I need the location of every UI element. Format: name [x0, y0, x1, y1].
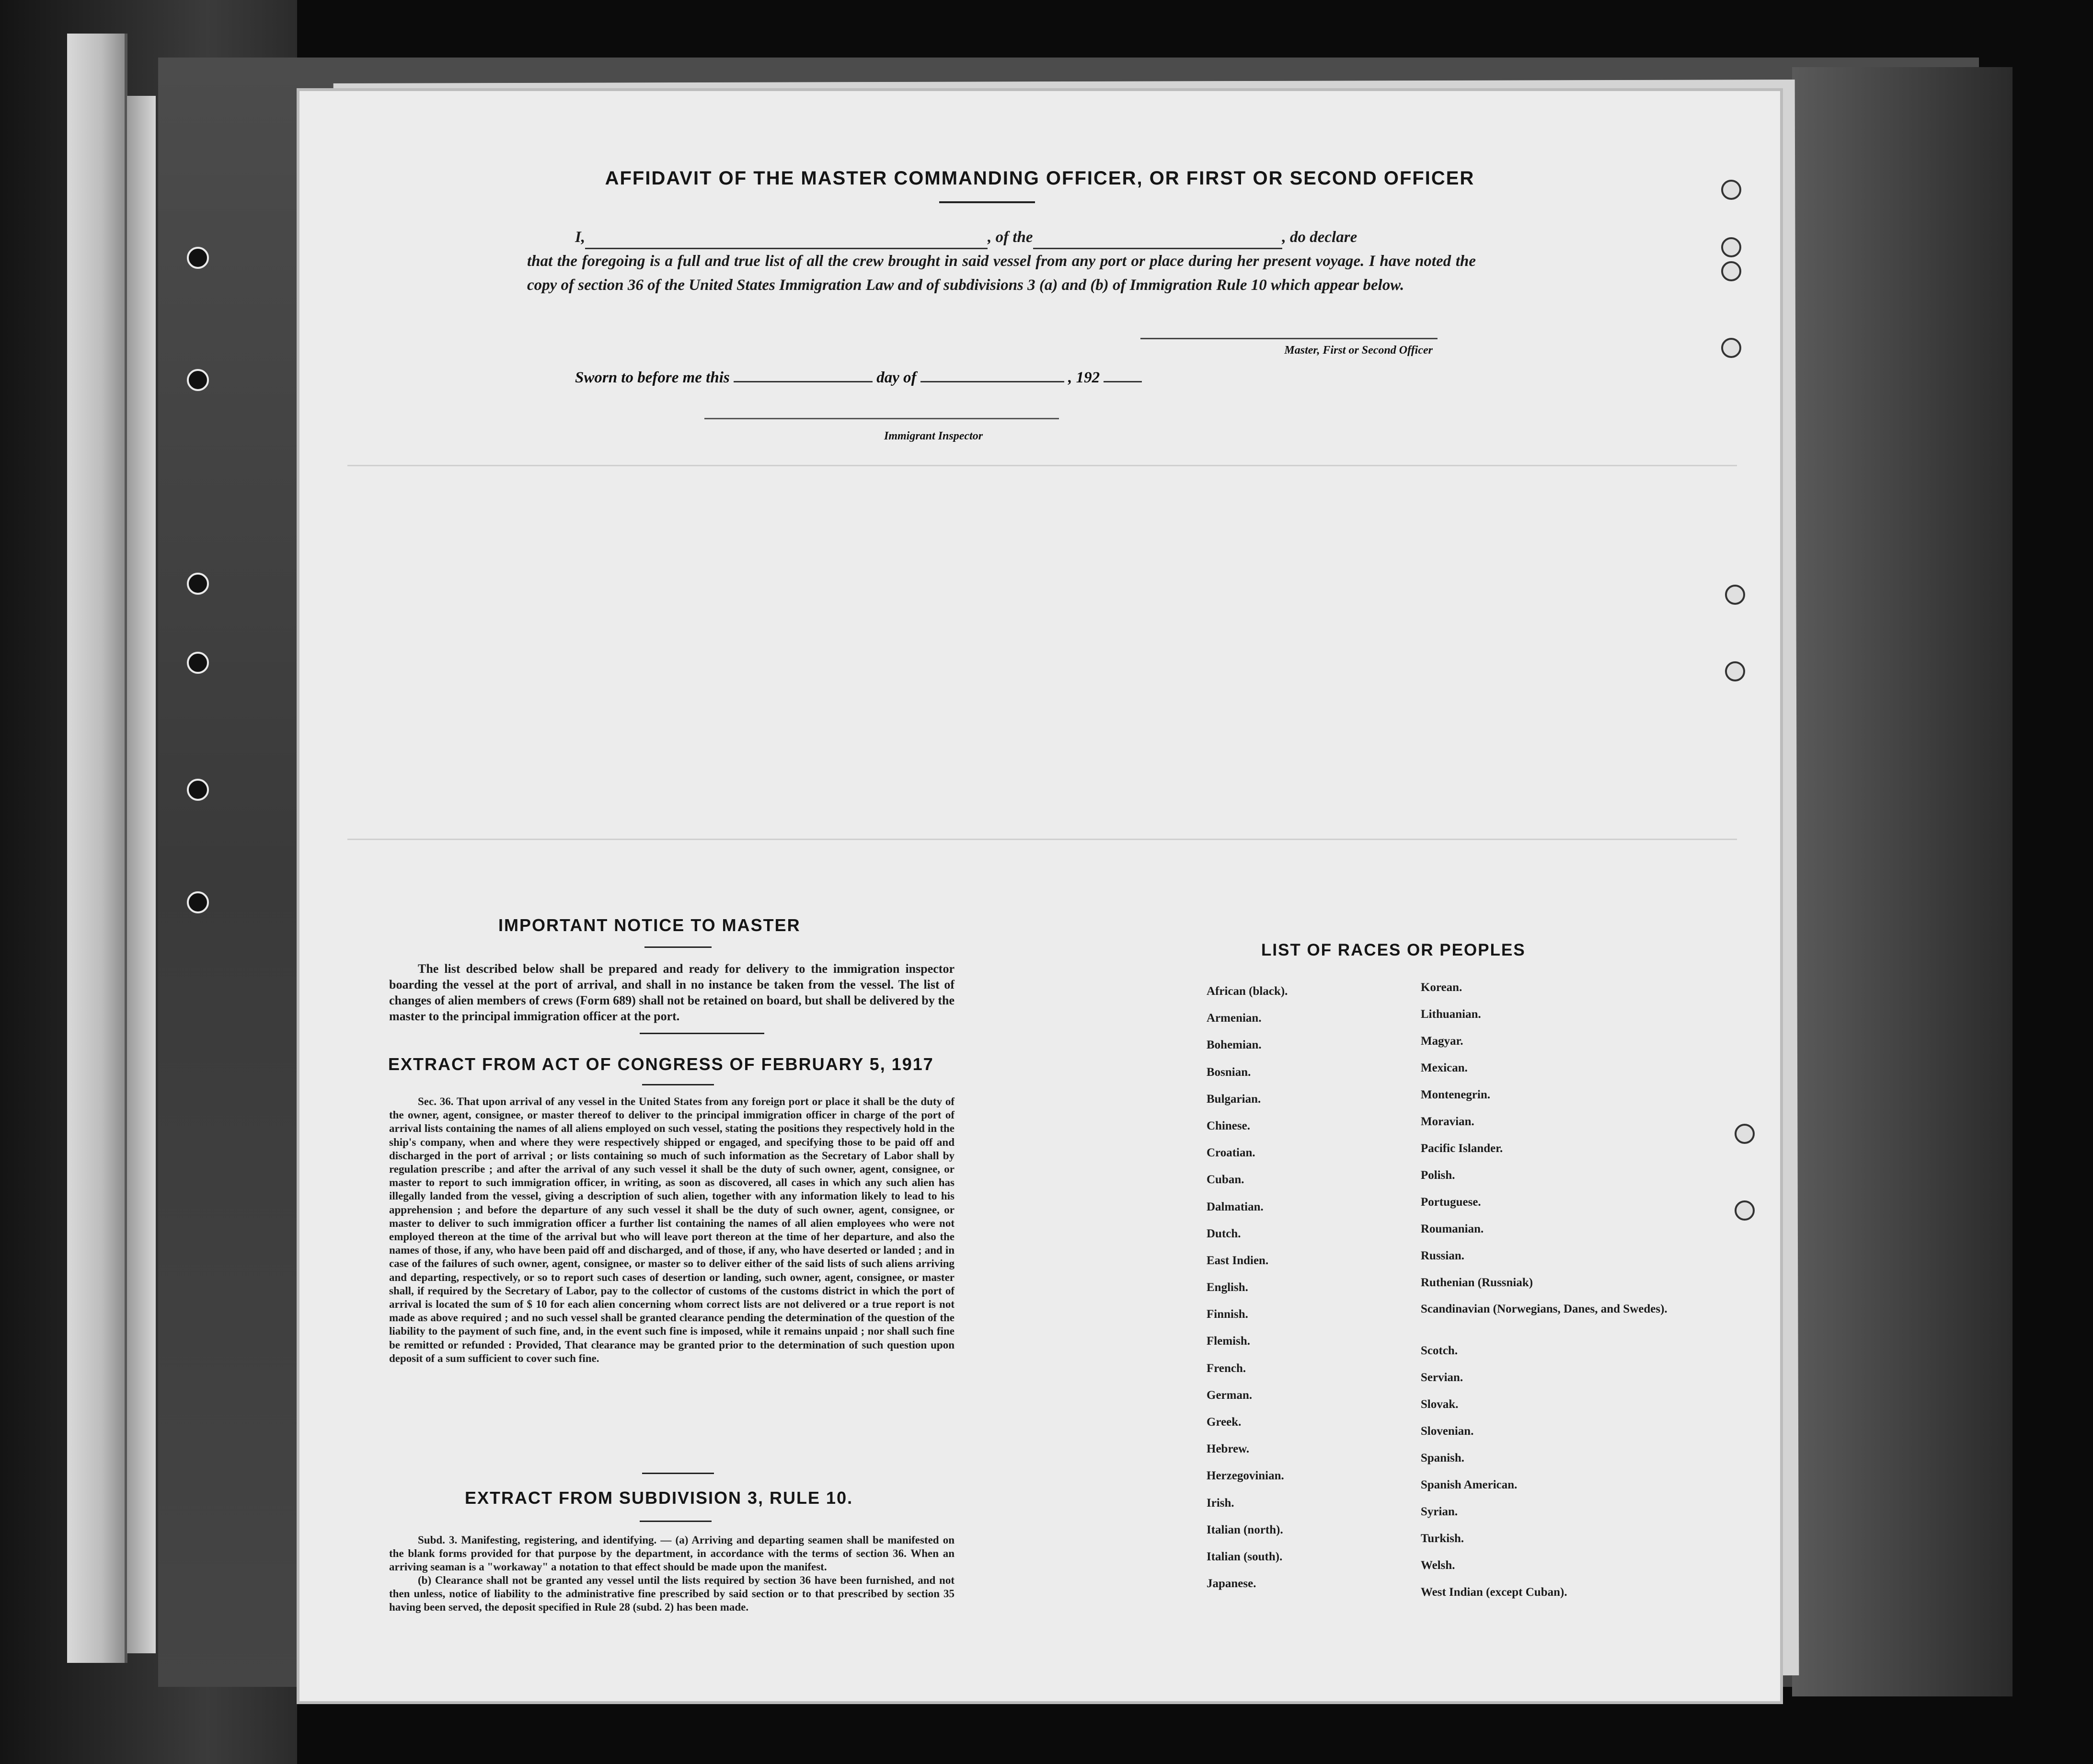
sworn-month-blank	[920, 381, 1064, 382]
sworn-year-blank	[1104, 381, 1142, 382]
race-item: Moravian.	[1421, 1115, 1474, 1128]
sworn-day-blank	[734, 381, 873, 382]
declare-i-label: I,	[575, 229, 586, 246]
declaration-block	[527, 225, 1476, 297]
race-item: Armenian.	[1207, 1012, 1262, 1025]
binder-hole	[187, 573, 209, 595]
notice-body: The list described below shall be prepared and ready for delivery to the immigration inspector boarding the vessel at the port of arrival, and shall in no instance be taken from the vessel. The list of changes of alien members of crews (Form 689) shall not be retained on board, but shall be delivered by the master to the principal immigration officer at the port.	[389, 962, 954, 1023]
officer-name-blank	[585, 225, 988, 249]
race-item: Dalmatian.	[1207, 1200, 1264, 1213]
extract-rule-paragraph-b: (b) Clearance shall not be granted any vessel until the lists required by section 36 have been furnished, and not then unless, notice of liability to the administrative fine prescribed by said section or to that prescribed by section 35 having been served, the deposit specified in Rule 28 (subd. 2) has been made.	[389, 1574, 954, 1613]
extract-rule-rule	[640, 1521, 712, 1522]
race-item: Finnish.	[1207, 1308, 1248, 1321]
race-item: Hebrew.	[1207, 1442, 1250, 1456]
race-item: English.	[1207, 1281, 1248, 1294]
master-signature-line	[1140, 338, 1438, 339]
race-item: German.	[1207, 1388, 1253, 1402]
race-item: Bulgarian.	[1207, 1092, 1261, 1106]
race-item: Magyar.	[1421, 1035, 1463, 1048]
right-background	[1792, 67, 2012, 1696]
races-right-column	[1421, 981, 1668, 1613]
race-item: Greek.	[1207, 1416, 1242, 1429]
race-item: Chinese.	[1207, 1119, 1250, 1132]
sworn-day-of-label: day of	[876, 369, 917, 386]
race-item: Cuban.	[1207, 1173, 1244, 1187]
race-item: Polish.	[1421, 1169, 1455, 1182]
race-item: Herzegovinian.	[1207, 1469, 1284, 1483]
notice-rule	[644, 946, 712, 948]
punch-hole	[1725, 585, 1745, 605]
race-item: Pacific Islander.	[1421, 1142, 1503, 1155]
race-item: Ruthenian (Russniak)	[1421, 1276, 1533, 1289]
race-item: Turkish.	[1421, 1532, 1464, 1545]
race-item: French.	[1207, 1361, 1246, 1375]
race-item: Montenegrin.	[1421, 1088, 1491, 1101]
race-item: Slovenian.	[1421, 1425, 1474, 1438]
punch-hole	[1721, 261, 1741, 281]
race-item: Scotch.	[1421, 1344, 1458, 1357]
title-rule	[939, 201, 1035, 203]
race-item: Italian (north).	[1207, 1523, 1283, 1536]
race-item: Roumanian.	[1421, 1222, 1484, 1235]
punch-hole	[1735, 1200, 1755, 1221]
extract-rule-title: EXTRACT FROM SUBDIVISION 3, RULE 10.	[465, 1488, 853, 1508]
race-item: Welsh.	[1421, 1559, 1455, 1572]
race-item: Dutch.	[1207, 1227, 1241, 1240]
vessel-name-blank	[1033, 225, 1282, 249]
race-item: Japanese.	[1207, 1577, 1256, 1591]
punch-hole	[1725, 661, 1745, 681]
binder-edge	[67, 34, 127, 1663]
binder-hole	[187, 779, 209, 801]
race-item: Scandinavian (Norwegians, Danes, and Swedes).	[1421, 1303, 1668, 1315]
race-item: African (black).	[1207, 985, 1288, 998]
extract-rule-paragraph-a: Subd. 3. Manifesting, registering, and identifying. — (a) Arriving and departing seamen shall be manifested on the blank forms provided for that purpose by the department, in accordance with the terms of section 36. When an arriving seaman is a "workaway" a notation to that effect should be made upon the manifest.	[389, 1534, 954, 1573]
master-signature-label: Master, First or Second Officer	[1284, 344, 1433, 357]
race-item: Lithuanian.	[1421, 1008, 1481, 1021]
race-item: Italian (south).	[1207, 1550, 1283, 1563]
race-item: Mexican.	[1421, 1061, 1468, 1074]
race-item: Portuguese.	[1421, 1196, 1481, 1209]
binder-hole	[187, 652, 209, 674]
notice-title: IMPORTANT NOTICE TO MASTER	[498, 915, 801, 935]
declare-do-declare-label: , do declare	[1282, 229, 1357, 246]
binder-hole	[187, 891, 209, 913]
extract-act-body: Sec. 36. That upon arrival of any vessel in the United States from any foreign port or place it shall be the duty of the owner, agent, consignee, or master thereof to deliver to the principal immigration officer in charge of the port of arrival lists containing the names of all aliens employed on such vessel, stating the positions they respectively hold in the ship's company, when and where they were respectively shipped or engaged, and specifying those to be paid off and discharged in the port of arrival ; or lists containing so much of such information as the Secretary of Labor shall by regulation prescribe ; and after the arrival of any such vessel it shall be the duty of such owner, agent, consignee, or master to report to such immigration officer, in writing, as soon as discovered, all cases in which any such alien has illegally landed from the vessel, giving a description of such alien, together with any information likely to lead to his apprehension ; and before the departure of any such vessel it shall be the duty of such owner, agent, consignee, or master to deliver to such immigration officer a further list containing the names of all alien employees who were not employed thereon at the time of the arrival but who will leave port thereon at the time of her departure, and also the names of those, if any, who have been paid off and discharged, and of those, if any, who have deserted or landed ; and in case of the failures of such owner, agent, consignee, or master so to deliver either of the said lists of such aliens arriving and departing, respectively, or so to report such cases of desertion or landing, such owner, agent, consignee, or master shall, if required by the Secretary of Labor, pay to the collector of customs of the customs district in which the port of arrival is located the sum of $ 10 for each alien concerning whom correct lists are not delivered or a true report is not made as above required ; and no such vessel shall be granted clearance pending the determination of the question of the liability to the payment of such fine, and, in the event such fine is imposed, while it remains unpaid ; nor shall such fine be remitted or refunded : Provided, That clearance may be granted prior to the determination of such question upon deposit of a sum sufficient to cover such fine.	[389, 1095, 954, 1364]
races-title: LIST OF RACES OR PEOPLES	[1261, 941, 1526, 959]
race-item: Croatian.	[1207, 1146, 1255, 1160]
race-item: Irish.	[1207, 1496, 1234, 1510]
bleed-through-line	[347, 465, 1737, 466]
race-item: Slovak.	[1421, 1398, 1459, 1411]
section-rule	[642, 1473, 714, 1474]
sworn-prefix: Sworn to before me this	[575, 369, 730, 386]
extract-rule-body	[389, 1533, 954, 1614]
extract-act-title: EXTRACT FROM ACT OF CONGRESS OF FEBRUARY 5, 1917	[388, 1054, 934, 1074]
binder-edge-inner	[127, 96, 156, 1653]
punch-hole	[1721, 237, 1741, 257]
race-item: Servian.	[1421, 1371, 1463, 1384]
race-item: East Indien.	[1207, 1254, 1269, 1267]
race-item: Bohemian.	[1207, 1038, 1262, 1052]
affidavit-title: AFFIDAVIT OF THE MASTER COMMANDING OFFICER, OR FIRST OR SECOND OFFICER	[605, 168, 1475, 189]
race-item: Spanish American.	[1421, 1478, 1518, 1491]
sworn-year-label: , 192	[1068, 369, 1100, 386]
races-left-column	[1207, 985, 1288, 1604]
bleed-through-line	[347, 839, 1737, 840]
inspector-signature-line	[704, 418, 1059, 419]
race-item: Flemish.	[1207, 1335, 1250, 1348]
punch-hole	[1721, 338, 1741, 358]
declaration-first-line	[527, 225, 1476, 249]
binder-hole	[187, 369, 209, 391]
declare-of-the-label: , of the	[988, 229, 1033, 246]
race-item: Russian.	[1421, 1249, 1465, 1262]
race-item: Spanish.	[1421, 1452, 1465, 1464]
inspector-label: Immigrant Inspector	[884, 430, 983, 442]
sworn-statement	[575, 369, 1142, 387]
declaration-text: that the foregoing is a full and true list of all the crew brought in said vessel from any port or place during her present voyage. I have noted the copy of section 36 of the United States Immigration Law and of subdivisions 3 (a) and (b) of Immigration Rule 10 which appear below.	[527, 253, 1476, 294]
race-item: Bosnian.	[1207, 1065, 1251, 1079]
binder-hole	[187, 247, 209, 269]
section-rule	[640, 1033, 764, 1034]
race-item: Korean.	[1421, 981, 1462, 994]
extract-act-rule	[642, 1084, 714, 1085]
punch-hole	[1735, 1124, 1755, 1144]
race-item: West Indian (except Cuban).	[1421, 1586, 1567, 1599]
race-item: Syrian.	[1421, 1505, 1458, 1518]
